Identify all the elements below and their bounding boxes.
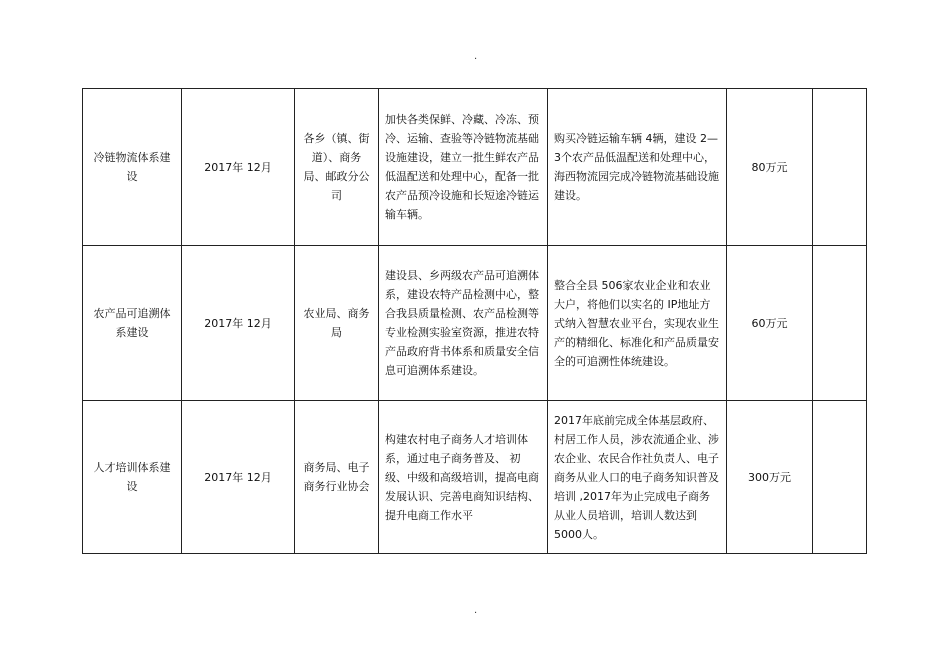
department-cell: 各乡（镇、街道）、商务局、邮政分公司 <box>295 89 379 246</box>
department-cell: 农业局、商务局 <box>295 246 379 401</box>
department-cell: 商务局、电子商务行业协会 <box>295 401 379 554</box>
project-cell: 人才培训体系建设 <box>83 401 182 554</box>
investment-cell: 80万元 <box>727 89 813 246</box>
goal-cell: 整合全县 506家农业企业和农业大户，将他们以实名的 IP地址方式纳入智慧农业平台，实现农业生产的精细化、标准化和产品质量安全的可追溯性体统建设。 <box>548 246 727 401</box>
table-row <box>83 89 867 246</box>
remark-cell <box>813 246 867 401</box>
page-bottom-mark: . <box>474 605 478 616</box>
content-cell: 构建农村电子商务人才培训体系，通过电子商务普及、 初级、中级和高级培训，提高电商发展认识、完善电商知识结构、提升电商工作水平 <box>379 401 548 554</box>
project-cell: 冷链物流体系建设 <box>83 89 182 246</box>
date-cell: 2017年 12月 <box>182 401 295 554</box>
investment-cell: 60万元 <box>727 246 813 401</box>
content-cell: 建设县、乡两级农产品可追溯体系，建设农特产品检测中心，整合我县质量检测、农产品检测等专业检测实验室资源，推进农特产品政府背书体系和质量安全信息可追溯体系建设。 <box>379 246 548 401</box>
goal-cell: 2017年底前完成全体基层政府、村居工作人员，涉农流通企业、涉农企业、农民合作社负责人、电子商务从业人口的电子商务知识普及培训 ,2017年为止完成电子商务从业人员培训，培训人数达到 5000人。 <box>548 401 727 554</box>
date-cell: 2017年 12月 <box>182 89 295 246</box>
goal-cell: 购买冷链运输车辆 4辆，建设 2—3个农产品低温配送和处理中心，海西物流园完成冷链物流基础设施建设。 <box>548 89 727 246</box>
remark-cell <box>813 89 867 246</box>
investment-cell: 300万元 <box>727 401 813 554</box>
remark-cell <box>813 401 867 554</box>
content-cell: 加快各类保鲜、冷藏、冷冻、预冷、运输、查验等冷链物流基础设施建设，建立一批生鲜农产品低温配送和处理中心，配备一批农产品预冷设施和长短途冷链运输车辆。 <box>379 89 548 246</box>
table-row <box>83 246 867 401</box>
date-cell: 2017年 12月 <box>182 246 295 401</box>
plan-table <box>82 88 867 554</box>
page-top-mark: . <box>474 51 478 62</box>
table-row <box>83 401 867 554</box>
project-cell: 农产品可追溯体系建设 <box>83 246 182 401</box>
